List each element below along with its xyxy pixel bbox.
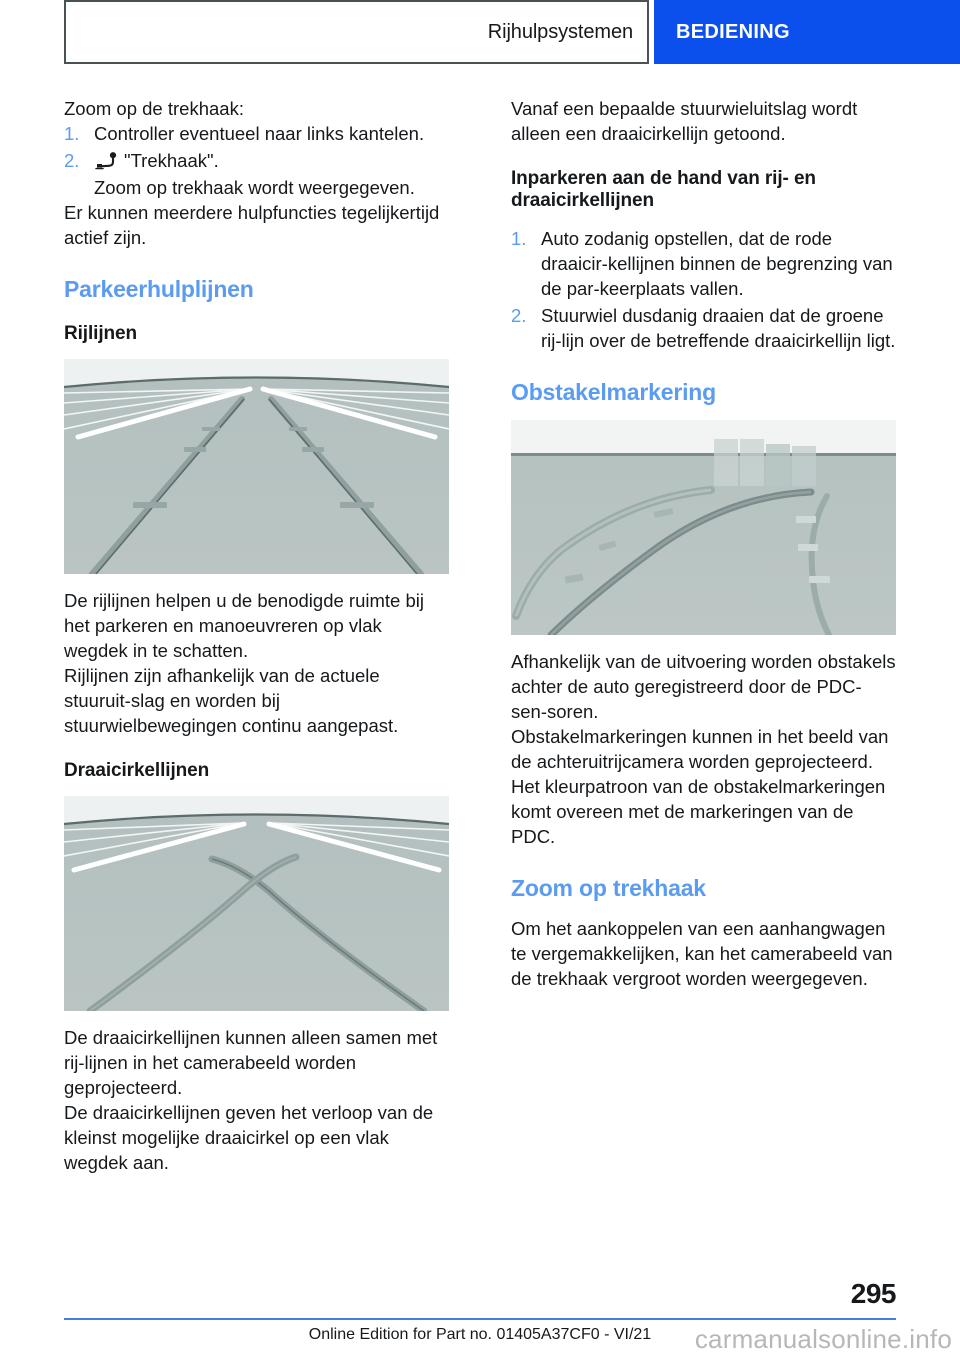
- right-steps-list: [511, 226, 896, 353]
- step-number: 2.: [511, 305, 527, 326]
- page-footer: [0, 1270, 960, 1362]
- list-item: [511, 303, 896, 353]
- page-number: 295: [850, 1278, 896, 1309]
- step-result-note: Zoom op trekhaak wordt weergegeven.: [94, 177, 415, 198]
- figure3-caption-3: Het kleurpatroon van de obstakelmarkeringen komt overeen met de markeringen van de PDC.: [511, 776, 886, 847]
- multi-assist-paragraph: Er kunnen meerdere hulpfuncties tegelijkertijd actief zijn.: [64, 202, 440, 248]
- step-number: 2.: [64, 150, 80, 171]
- list-item: [64, 121, 449, 146]
- figure2-caption-1: De draaicirkellijnen kunnen alleen samen met rij-lijnen in het camerabeeld worden geprojecteerd.: [64, 1027, 438, 1098]
- driving-lines-figure: [64, 359, 449, 574]
- header-section-box: [654, 0, 960, 64]
- figure3-caption-1: Afhankelijk van de uitvoering worden obstakels achter de auto geregistreerd door de PDC-sen-soren.: [511, 651, 896, 722]
- header-section-label: BEDIENING: [676, 20, 790, 43]
- edition-note: Online Edition for Part no. 01405A37CF0 - VI/21: [308, 1326, 652, 1343]
- turning-circle-lines-figure: [64, 796, 449, 1011]
- step-text-with-icon: [94, 148, 449, 173]
- step-text: Controller eventueel naar links kantelen.: [94, 123, 425, 144]
- left-steps-list: [64, 121, 449, 173]
- step-number: 1.: [64, 123, 80, 144]
- list-item: [511, 226, 896, 301]
- obstacle-marking-figure: [511, 420, 896, 635]
- step-text: Stuurwiel dusdanig draaien dat de groene rij-lijn over de betreffende draaicirkellijn ligt.: [541, 305, 896, 351]
- step-number: 1.: [511, 228, 527, 249]
- page-header: [0, 0, 960, 64]
- figure1-caption-1: De rijlijnen helpen u de benodigde ruimte bij het parkeren en manoeuvreren op vlak wegdek in te schatten.: [64, 590, 424, 661]
- header-left-spacer: [0, 0, 64, 64]
- figure2-caption-2: De draaicirkellijnen geven het verloop van de kleinst mogelijke draaicirkel op een vlak wegdek aan.: [64, 1102, 434, 1173]
- list-item: [64, 148, 449, 173]
- watermark-text: carmanualsonline.info: [694, 1324, 952, 1354]
- heading-zoom-op-trekhaak: Zoom op trekhaak: [511, 875, 706, 901]
- step-text: Auto zodanig opstellen, dat de rode draaicir-kellijnen binnen de begrenzing van de par-keerplaats vallen.: [541, 228, 893, 299]
- heading-parkeerhulplijnen: Parkeerhulplijnen: [64, 276, 254, 302]
- heading-draaicirkellijnen: Draaicirkellijnen: [64, 760, 210, 781]
- figure1-caption-2: Rijlijnen zijn afhankelijk van de actuele stuuruit-slag en worden bij stuurwielbewegingen continu aangepast.: [64, 665, 399, 736]
- figure3-caption-2: Obstakelmarkeringen kunnen in het beeld van de achteruitrijcamera worden geprojecteerd.: [511, 726, 889, 772]
- right-column: [511, 96, 896, 991]
- intro-text: Zoom op de trekhaak:: [64, 98, 244, 119]
- zoom-trekhaak-paragraph: Om het aankoppelen van een aanhangwagen te vergemakkelijken, kan het camerabeeld van de trekhaak vergroot worden weergegeven.: [511, 918, 893, 989]
- right-intro-paragraph: Vanaf een bepaalde stuurwieluitslag wordt alleen een draaicirkellijn getoond.: [511, 98, 858, 144]
- heading-obstakelmarkering: Obstakelmarkering: [511, 379, 716, 405]
- header-chapter-label: Rijhulpsystemen: [487, 20, 633, 43]
- header-chapter-box: [64, 0, 649, 64]
- left-column: [64, 96, 449, 1175]
- step-label: "Trekhaak".: [124, 150, 219, 171]
- trailer-hitch-icon: [94, 151, 120, 169]
- footer-divider: [64, 1318, 896, 1320]
- heading-inparkeren: Inparkeren aan de hand van rij- en draaicirkellijnen: [511, 168, 816, 211]
- heading-rijlijnen: Rijlijnen: [64, 323, 137, 344]
